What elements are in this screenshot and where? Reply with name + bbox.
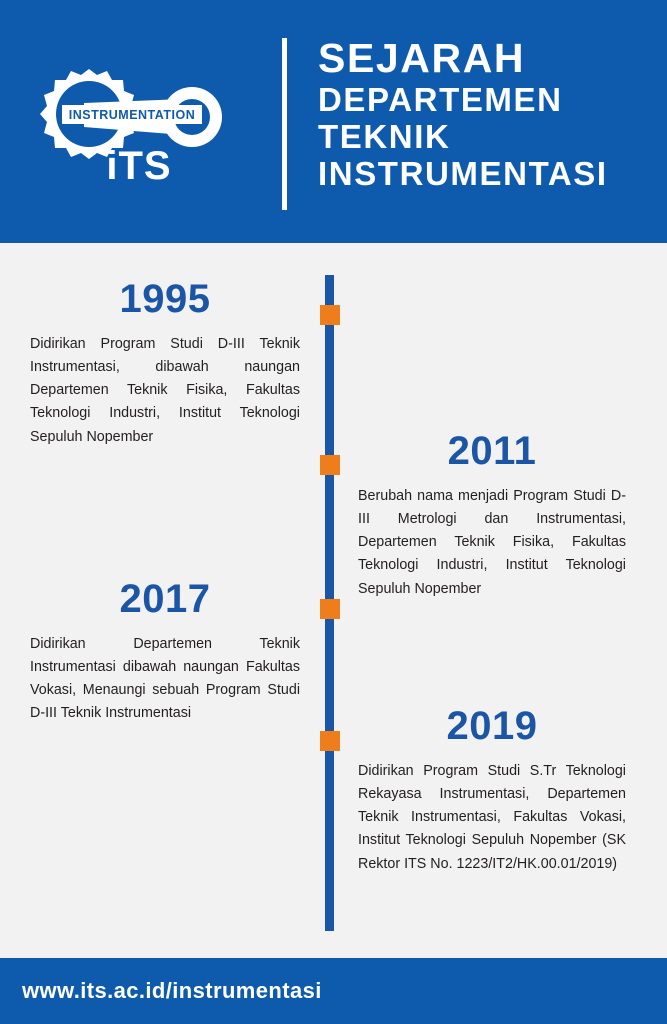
title-line-3: TEKNIK [318, 117, 451, 155]
timeline-year-2011: 2011 [447, 429, 537, 473]
timeline-entry-2017 [30, 579, 300, 726]
title-line-2: DEPARTEMEN [318, 80, 563, 118]
timeline-marker-1995 [320, 305, 340, 325]
timeline-marker-2019 [320, 731, 340, 751]
title-line-4: INSTRUMENTASI [318, 154, 608, 192]
timeline-entry-2011 [358, 431, 626, 601]
timeline-desc-2011: Berubah nama menjadi Program Studi D-III Metrologi dan Instrumentasi, Departemen Teknik Fisika, Fakultas Teknologi Industri, Institut Teknologi Sepuluh Nopember [358, 488, 626, 597]
logo-badge-text: INSTRUMENTATION [68, 107, 196, 122]
instrumentation-its-logo-icon [34, 57, 244, 187]
timeline-area [0, 243, 667, 958]
title-line-1: SEJARAH [318, 35, 526, 81]
timeline-desc-2019: Didirikan Program Studi S.Tr Teknologi Rekayasa Instrumentasi, Departemen Teknik Instrumentasi, Fakultas Vokasi, Institut Teknologi Sepuluh Nopember (SK Rektor ITS No. 1223/IT2/HK.00.01/2019) [358, 763, 626, 872]
timeline-marker-2011 [320, 455, 340, 475]
timeline-year-2017: 2017 [119, 577, 211, 621]
logo-container [0, 0, 278, 243]
header-banner [0, 0, 667, 243]
timeline-desc-2017: Didirikan Departemen Teknik Instrumentasi dibawah naungan Fakultas Vokasi, Menaungi sebuah Program Studi D-III Teknik Instrumentasi [30, 636, 300, 722]
timeline-entry-2019 [358, 706, 626, 876]
timeline-marker-2017 [320, 599, 340, 619]
timeline-year-1995: 1995 [119, 277, 211, 321]
timeline-year-2019: 2019 [446, 704, 538, 748]
timeline-desc-1995: Didirikan Program Studi D-III Teknik Instrumentasi, dibawah naungan Departemen Teknik Fisika, Fakultas Teknologi Industri, Institut Teknologi Sepuluh Nopember [30, 336, 300, 445]
footer-bar [0, 958, 667, 1024]
footer-url[interactable]: www.its.ac.id/instrumentasi [22, 978, 322, 1003]
header-divider [282, 38, 287, 210]
logo-brand-text: iTS [106, 143, 172, 187]
page-title [318, 36, 648, 193]
timeline-entry-1995 [30, 279, 300, 449]
